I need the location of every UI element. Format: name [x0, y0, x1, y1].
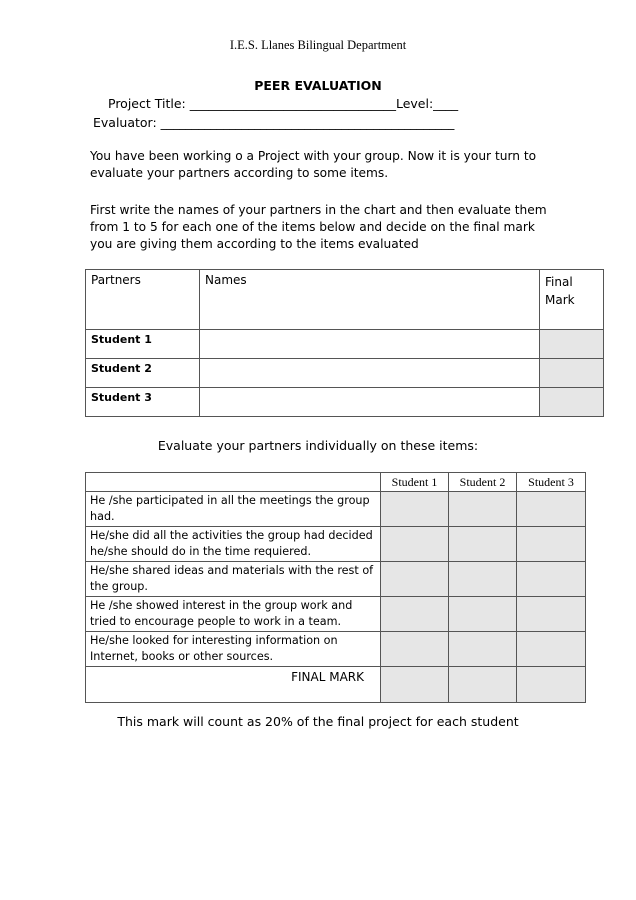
names-header: Names	[200, 270, 540, 330]
project-title-field[interactable]: Project Title: _________________________________Level:____	[108, 96, 459, 111]
item-2-text: He/she did all the activities the group had decided he/she should do in the time requiered.	[86, 527, 381, 562]
student-1-final-mark-cell[interactable]	[540, 330, 604, 359]
final-mark-student-1[interactable]	[381, 667, 449, 703]
department-header: I.E.S. Llanes Bilingual Department	[229, 38, 407, 52]
student-3-column-header: Student 3	[517, 473, 586, 492]
item-2-student-3-score[interactable]	[517, 527, 586, 562]
page-title: PEER EVALUATION	[254, 78, 382, 93]
item-3-student-1-score[interactable]	[381, 562, 449, 597]
item-2-student-2-score[interactable]	[449, 527, 517, 562]
student-2-column-header: Student 2	[449, 473, 517, 492]
student-2-label: Student 2	[86, 359, 200, 388]
item-3-text: He/she shared ideas and materials with the rest of the group.	[86, 562, 381, 597]
item-4-student-3-score[interactable]	[517, 597, 586, 632]
item-1-student-2-score[interactable]	[449, 492, 517, 527]
item-1-text: He /she participated in all the meetings the group had.	[86, 492, 381, 527]
items-table	[85, 472, 586, 703]
final-mark-label: FINAL MARK	[86, 667, 381, 703]
item-5-student-1-score[interactable]	[381, 632, 449, 667]
item-5-student-3-score[interactable]	[517, 632, 586, 667]
item-3-student-3-score[interactable]	[517, 562, 586, 597]
item-1-student-1-score[interactable]	[381, 492, 449, 527]
evaluation-title: Evaluate your partners individually on these items:	[157, 438, 479, 453]
item-4-student-1-score[interactable]	[381, 597, 449, 632]
item-4-text: He /she showed interest in the group work and tried to encourage people to work in a team.	[86, 597, 381, 632]
items-header-blank	[86, 473, 381, 492]
student-1-name-cell[interactable]	[200, 330, 540, 359]
item-2-student-1-score[interactable]	[381, 527, 449, 562]
item-3-student-2-score[interactable]	[449, 562, 517, 597]
final-mark-student-2[interactable]	[449, 667, 517, 703]
item-5-student-2-score[interactable]	[449, 632, 517, 667]
student-3-final-mark-cell[interactable]	[540, 388, 604, 417]
student-1-label: Student 1	[86, 330, 200, 359]
intro-paragraph: You have been working o a Project with your group. Now it is your turn to evaluate your partners according to some items.	[90, 149, 537, 180]
final-mark-student-3[interactable]	[517, 667, 586, 703]
student-1-column-header: Student 1	[381, 473, 449, 492]
student-3-label: Student 3	[86, 388, 200, 417]
partners-header: Partners	[86, 270, 200, 330]
student-2-final-mark-cell[interactable]	[540, 359, 604, 388]
weighting-note: This mark will count as 20% of the final project for each student	[117, 714, 519, 729]
item-1-student-3-score[interactable]	[517, 492, 586, 527]
partners-table	[85, 269, 604, 417]
student-2-name-cell[interactable]	[200, 359, 540, 388]
final-mark-header: Final Mark	[540, 270, 604, 330]
item-4-student-2-score[interactable]	[449, 597, 517, 632]
evaluator-field[interactable]: Evaluator: _______________________________________________	[93, 115, 455, 130]
instructions-paragraph: First write the names of your partners in the chart and then evaluate them from 1 to 5 for each one of the items below and decide on the final mark you are giving them according to the items evaluated	[90, 203, 547, 251]
item-5-text: He/she looked for interesting information on Internet, books or other sources.	[86, 632, 381, 667]
student-3-name-cell[interactable]	[200, 388, 540, 417]
